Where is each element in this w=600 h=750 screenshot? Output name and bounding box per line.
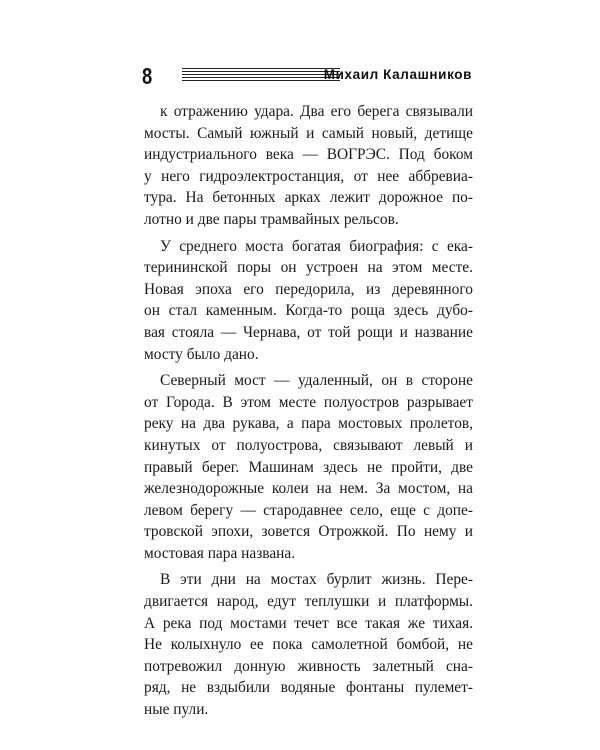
text-line: тура. На бетонных арках лежит дорожное по- xyxy=(144,189,473,207)
text-line: Не колыхнуло ее пока самолетной бомбой, не xyxy=(144,636,473,654)
text-line: тровской эпохи, зовется Отрожкой. По нему и xyxy=(144,523,473,541)
text-line: левом берегу — стародавнее село, еще с допе- xyxy=(144,501,473,519)
paragraph xyxy=(144,569,473,720)
text-line: ряд, не вздыбили водяные фонтаны пулемет- xyxy=(144,679,473,697)
text-line: мосты. Самый южный и самый новый, детище xyxy=(144,124,473,142)
text-line: вая стояла — Чернава, от той рощи и название xyxy=(144,323,473,341)
text-line: индустриального века — ВОГРЭС. Под боком xyxy=(144,146,473,164)
header-rule xyxy=(182,68,340,69)
text-line: лотно и две пары трамвайных рельсов. xyxy=(144,210,399,228)
text-line: к отражению удара. Два его берега связывали xyxy=(160,103,473,120)
paragraph xyxy=(144,101,473,231)
text-line: он стал каменным. Когда-то роща здесь дубо- xyxy=(144,302,473,320)
author-name: Михаил Калашников xyxy=(323,67,472,82)
text-line: У среднего моста богатая биография: с ека- xyxy=(160,237,473,255)
text-line: двигается народ, едут теплушки и платформы. xyxy=(144,593,473,611)
text-line: ные пули. xyxy=(144,701,209,719)
header-rule xyxy=(182,80,340,81)
text-line: терининской поры он устроен на этом месте. xyxy=(144,259,473,277)
text-line: мосту было дано. xyxy=(144,345,259,363)
running-header xyxy=(142,62,472,92)
text-line: мостовая пара названа. xyxy=(144,544,296,562)
text-line: кинутых от полуострова, связывают левый и xyxy=(144,436,473,454)
text-line: потревожил донную живность залетный сна- xyxy=(144,657,473,675)
paragraph xyxy=(144,370,473,564)
header-rule xyxy=(182,74,340,75)
text-line: от Города. В этом месте полуостров разрывает xyxy=(144,393,473,411)
text-line: Новая эпоха его передорила, из деревянного xyxy=(144,280,473,298)
header-rule xyxy=(182,71,340,72)
text-line: железнодорожные колеи на нем. За мостом, на xyxy=(144,480,473,498)
text-line: правый берег. Машинам здесь не пройти, две xyxy=(144,458,473,476)
header-rule xyxy=(182,77,340,78)
page-number: 8 xyxy=(142,63,153,89)
text-line: реку на два рукава, а пара мостовых пролетов, xyxy=(144,415,473,433)
text-line: В эти дни на мостах бурлит жизнь. Пере- xyxy=(160,571,473,589)
body-text xyxy=(144,101,473,721)
paragraph xyxy=(144,236,473,366)
text-line: Северный мост — удаленный, он в стороне xyxy=(160,372,473,390)
text-line: у него гидроэлектростанция, от нее аббревиа- xyxy=(144,167,473,185)
text-line: А река под мостами течет все такая же тихая. xyxy=(144,614,473,632)
